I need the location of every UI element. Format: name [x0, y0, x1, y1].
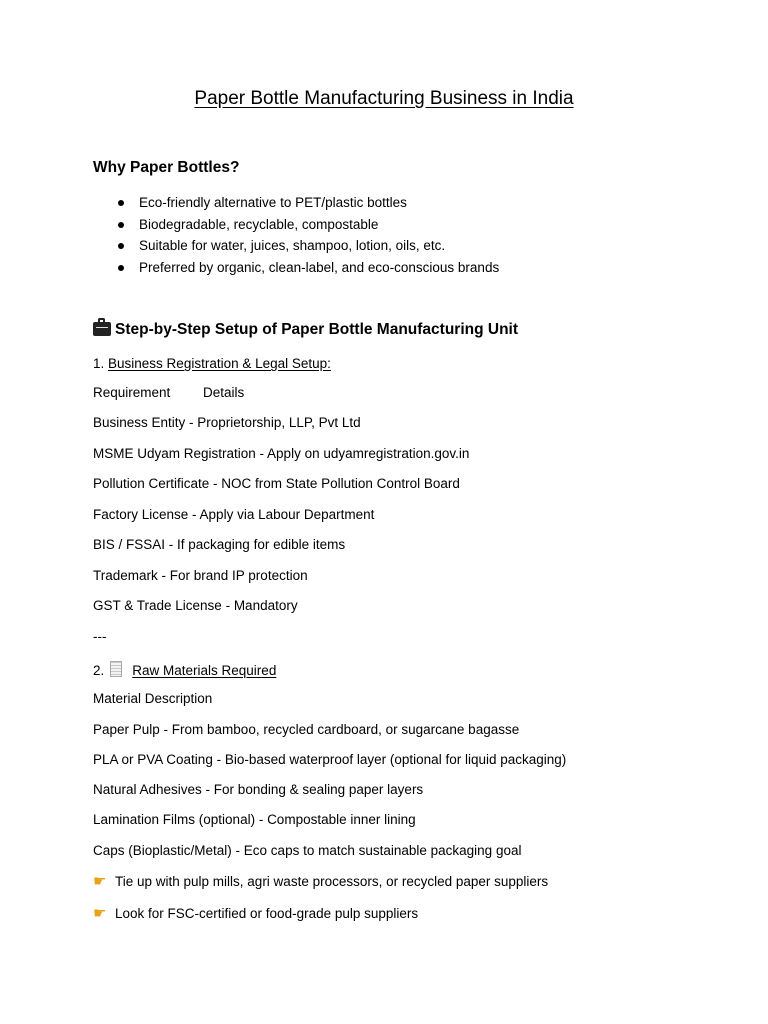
- why-heading: Why Paper Bottles?: [93, 159, 240, 176]
- pointing-hand-icon: ☛: [93, 905, 107, 922]
- table-row: BIS / FSSAI - If packaging for edible items: [93, 537, 346, 552]
- table-row: Trademark - For brand IP protection: [93, 568, 308, 583]
- tip-line: ☛ Look for FSC-certified or food-grade pulp suppliers: [93, 905, 419, 922]
- separator: ---: [93, 629, 107, 644]
- why-list: [93, 192, 499, 279]
- table-row: Lamination Films (optional) - Compostable inner lining: [93, 812, 416, 827]
- table-row: MSME Udyam Registration - Apply on udyamregistration.gov.in: [93, 446, 470, 461]
- section2-title: Raw Materials Required: [132, 663, 277, 678]
- setup-heading: Step-by-Step Setup of Paper Bottle Manufacturing Unit: [93, 321, 518, 339]
- table-row: Pollution Certificate - NOC from State Pollution Control Board: [93, 476, 460, 491]
- section1-heading: 1. Business Registration & Legal Setup:: [93, 356, 331, 371]
- section2-heading: 2. Raw Materials Required: [93, 663, 277, 678]
- section1-table-header: Requirement Details: [93, 385, 245, 400]
- tip-line: ☛ Tie up with pulp mills, agri waste processors, or recycled paper suppliers: [93, 873, 549, 890]
- toolbox-icon: [93, 322, 111, 336]
- list-item: Preferred by organic, clean-label, and eco-conscious brands: [93, 257, 499, 279]
- pointing-hand-icon: ☛: [93, 873, 107, 890]
- table-row: GST & Trade License - Mandatory: [93, 598, 298, 613]
- section2-table-header: Material Description: [93, 691, 213, 706]
- table-row: PLA or PVA Coating - Bio-based waterproof layer (optional for liquid packaging): [93, 752, 567, 767]
- list-item: Suitable for water, juices, shampoo, lotion, oils, etc.: [93, 235, 499, 257]
- section1-title: Business Registration & Legal Setup:: [108, 356, 331, 371]
- list-item: Biodegradable, recyclable, compostable: [93, 214, 499, 236]
- list-item: Eco-friendly alternative to PET/plastic bottles: [93, 192, 499, 214]
- table-row: Factory License - Apply via Labour Department: [93, 507, 375, 522]
- table-row: Caps (Bioplastic/Metal) - Eco caps to match sustainable packaging goal: [93, 843, 522, 858]
- page-title: Paper Bottle Manufacturing Business in India: [194, 88, 574, 109]
- scroll-icon: [110, 661, 122, 677]
- table-row: Business Entity - Proprietorship, LLP, Pvt Ltd: [93, 415, 361, 430]
- table-row: Natural Adhesives - For bonding & sealing paper layers: [93, 782, 424, 797]
- table-row: Paper Pulp - From bamboo, recycled cardboard, or sugarcane bagasse: [93, 722, 520, 737]
